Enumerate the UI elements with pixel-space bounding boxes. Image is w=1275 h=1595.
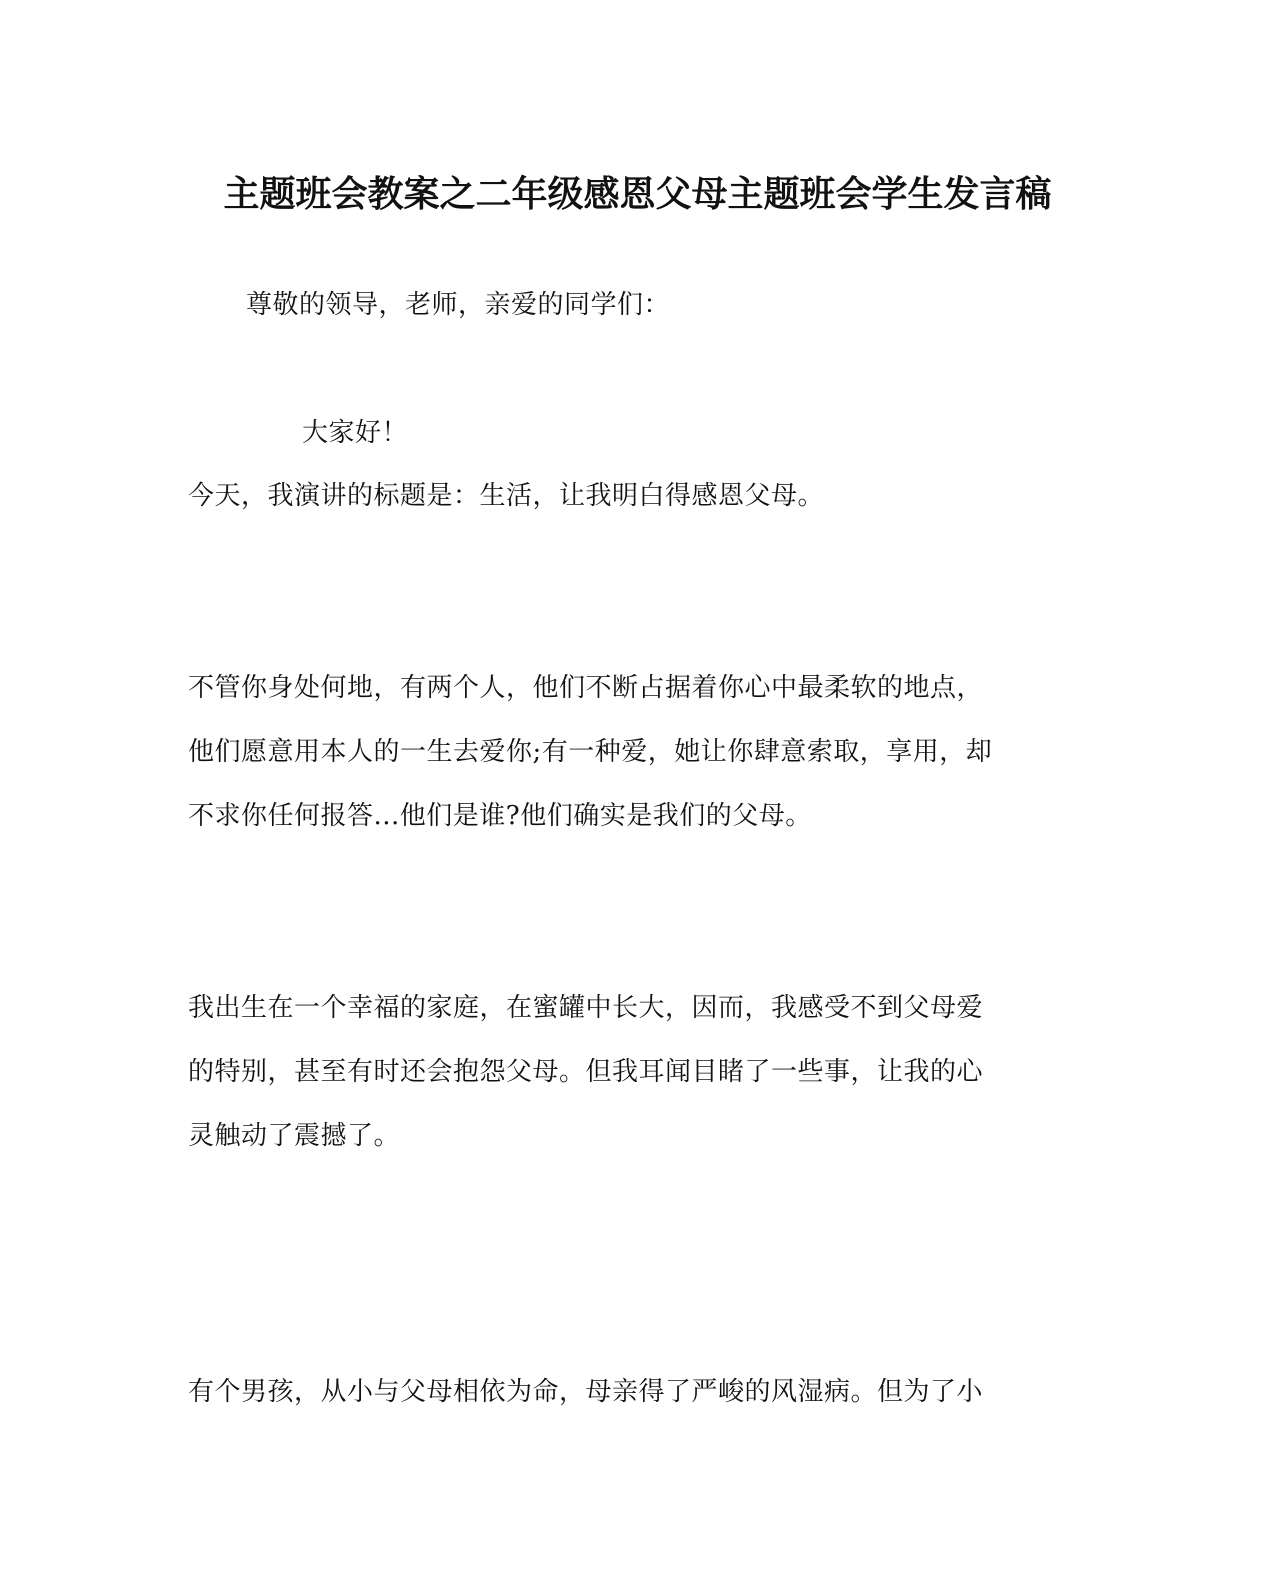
document-title: 主题班会教案之二年级感恩父母主题班会学生发言稿 — [223, 173, 1052, 215]
paragraph-line: 我出生在一个幸福的家庭，在蜜罐中长大，因而，我感受不到父母爱 — [188, 993, 984, 1023]
paragraph-line: 有个男孩，从小与父母相依为命，母亲得了严峻的风湿病。但为了小 — [188, 1377, 984, 1407]
paragraph-line: 不管你身处何地，有两个人，他们不断占据着你心中最柔软的地点， — [188, 673, 984, 703]
paragraph-line: 不求你任何报答...他们是谁?他们确实是我们的父母。 — [188, 801, 812, 831]
topic-line: 今天，我演讲的标题是：生活，让我明白得感恩父母。 — [188, 481, 825, 511]
greeting-line: 尊敬的领导，老师，亲爱的同学们： — [246, 290, 671, 320]
paragraph-line: 灵触动了震撼了。 — [188, 1121, 401, 1151]
paragraph-line: 他们愿意用本人的一生去爱你;有一种爱，她让你肆意索取，享用，却 — [188, 737, 993, 767]
paragraph-line: 的特别，甚至有时还会抱怨父母。但我耳闻目睹了一些事，让我的心 — [188, 1057, 984, 1087]
hello-line: 大家好！ — [302, 418, 409, 448]
